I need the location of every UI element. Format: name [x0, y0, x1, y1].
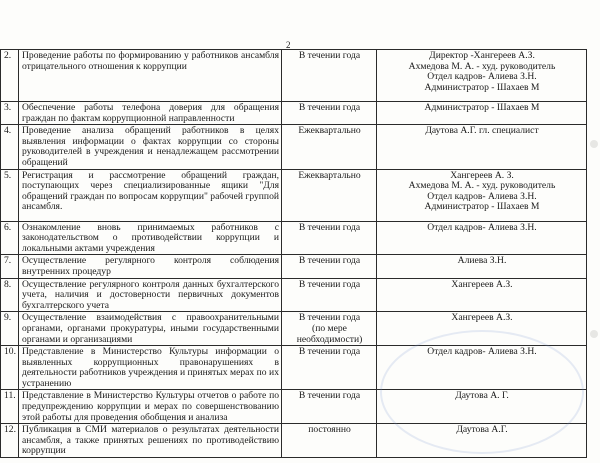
responsible-line: Даутова А.Г.	[456, 424, 508, 436]
responsible-line: Отдел кадров- Алиева З.Н.	[427, 71, 537, 83]
term-line: постоянно	[308, 424, 351, 436]
row-number: 12.	[1, 424, 19, 458]
responsible-cell	[377, 278, 587, 312]
table-row	[1, 312, 587, 346]
responsible-cell	[377, 255, 587, 278]
term-line: В течении года	[298, 102, 361, 113]
action-cell: Обеспечение работы телефона доверия для обращения граждан по фактам коррупционной направленности	[19, 102, 282, 125]
action-cell: Представление в Министерство Культуры информации о выявленных коррупционных правонарушениях в деятельности работников учреждения и принятых мерах по их устранению	[19, 346, 282, 390]
punch-hole	[590, 140, 598, 148]
term-line: необходимости)	[296, 333, 363, 345]
row-number: 2.	[1, 50, 19, 102]
table-row	[1, 390, 587, 424]
responsible-line: Администратор - Шахаев М	[424, 102, 540, 113]
responsible-line: Даутова А.Г. гл. специалист	[425, 125, 539, 137]
row-number: 9.	[1, 312, 19, 346]
action-cell: Публикация в СМИ материалов о результатах деятельности ансамбля, а также принятых решениях по противодействию коррупции	[19, 424, 282, 458]
term-cell	[282, 50, 377, 102]
term-cell	[282, 169, 377, 221]
action-cell: Представление в Министерство Культуры отчетов о работе по предупреждению коррупции и мерах по совершенствованию этой работы для проведения обобщения и анализа	[19, 390, 282, 424]
action-cell: Осуществление взаимодействия с правоохранительными органами, органами прокуратуры, иными государственными органами и организациями	[19, 312, 282, 346]
term-line: Ежеквартально	[298, 169, 361, 181]
term-cell	[282, 312, 377, 346]
responsible-line: Администратор - Шахаев М	[424, 201, 540, 213]
responsible-line: Отдел кадров- Алиева З.Н.	[427, 190, 537, 202]
anti-corruption-plan-table	[0, 49, 587, 458]
term-line: Ежеквартально	[298, 125, 361, 137]
table-row	[1, 125, 587, 169]
term-line: В течении года	[298, 255, 361, 267]
term-cell	[282, 255, 377, 278]
row-number: 6.	[1, 221, 19, 255]
responsible-cell	[377, 125, 587, 169]
responsible-cell	[377, 50, 587, 102]
action-cell: Ознакомление вновь принимаемых работников с законодательством о противодействии коррупции и локальными актами учреждения	[19, 221, 282, 255]
responsible-line: Алиева З.Н.	[457, 255, 507, 267]
responsible-line: Ахмедова М. А. - худ. руководитель	[408, 180, 556, 192]
table-row	[1, 221, 587, 255]
row-number: 5.	[1, 169, 19, 221]
responsible-cell	[377, 346, 587, 390]
responsible-line: Хангереев А. З.	[450, 169, 514, 181]
responsible-line: Отдел кадров- Алиева З.Н.	[427, 221, 537, 233]
action-cell: Осуществление регулярного контроля соблюдения внутренних процедур	[19, 255, 282, 278]
table-row	[1, 169, 587, 221]
term-cell	[282, 424, 377, 458]
table-row	[1, 50, 587, 102]
term-cell	[282, 390, 377, 424]
term-line: В течении года	[298, 278, 361, 290]
responsible-cell	[377, 312, 587, 346]
table-row	[1, 102, 587, 125]
term-line: В течении года	[298, 312, 361, 324]
term-cell	[282, 221, 377, 255]
action-cell: Регистрация и рассмотрение обращений граждан, поступающих через специализированные ящики "Для обращений граждан по вопросам коррупции" рабочей группой ансамбля.	[19, 169, 282, 221]
term-line: (по мере	[312, 322, 347, 334]
responsible-cell	[377, 390, 587, 424]
responsible-line: Хангереев А.З.	[451, 278, 513, 290]
row-number: 8.	[1, 278, 19, 312]
row-number: 3.	[1, 102, 19, 125]
action-cell: Осуществление регулярного контроля данных бухгалтерского учета, наличия и достоверности первичных документов бухгалтерского учета	[19, 278, 282, 312]
responsible-cell	[377, 169, 587, 221]
row-number: 4.	[1, 125, 19, 169]
responsible-line: Директор -Хангереев А.З.	[429, 50, 535, 61]
table-body	[1, 50, 587, 458]
punch-hole	[590, 330, 598, 338]
row-number: 11.	[1, 390, 19, 424]
responsible-cell	[377, 221, 587, 255]
responsible-line: Ахмедова М. А. - худ. руководитель	[408, 60, 556, 72]
responsible-cell	[377, 424, 587, 458]
term-cell	[282, 102, 377, 125]
responsible-line: Администратор - Шахаев М	[424, 81, 540, 93]
action-cell: Проведение работы по формированию у работников ансамбля отрицательного отношения к коррупции	[19, 50, 282, 102]
page-number: 2	[286, 40, 291, 50]
action-cell: Проведение анализа обращений работников в целях выявления информации о фактах коррупции со стороны руководителей в учреждения и ненадлежащем рассмотрении обращений	[19, 125, 282, 169]
term-line: В течении года	[298, 50, 361, 61]
row-number: 10.	[1, 346, 19, 390]
responsible-line: Отдел кадров- Алиева З.Н.	[427, 346, 537, 358]
term-line: В течении года	[298, 346, 361, 358]
term-line: В течении года	[298, 221, 361, 233]
responsible-line: Хангереев А.З.	[451, 312, 513, 324]
responsible-line: Даутова А. Г.	[455, 390, 509, 402]
term-cell	[282, 278, 377, 312]
table-row	[1, 255, 587, 278]
responsible-cell	[377, 102, 587, 125]
table-row	[1, 424, 587, 458]
term-line: В течении года	[298, 390, 361, 402]
table-row	[1, 346, 587, 390]
term-cell	[282, 346, 377, 390]
row-number: 7.	[1, 255, 19, 278]
table-row	[1, 278, 587, 312]
term-cell	[282, 125, 377, 169]
